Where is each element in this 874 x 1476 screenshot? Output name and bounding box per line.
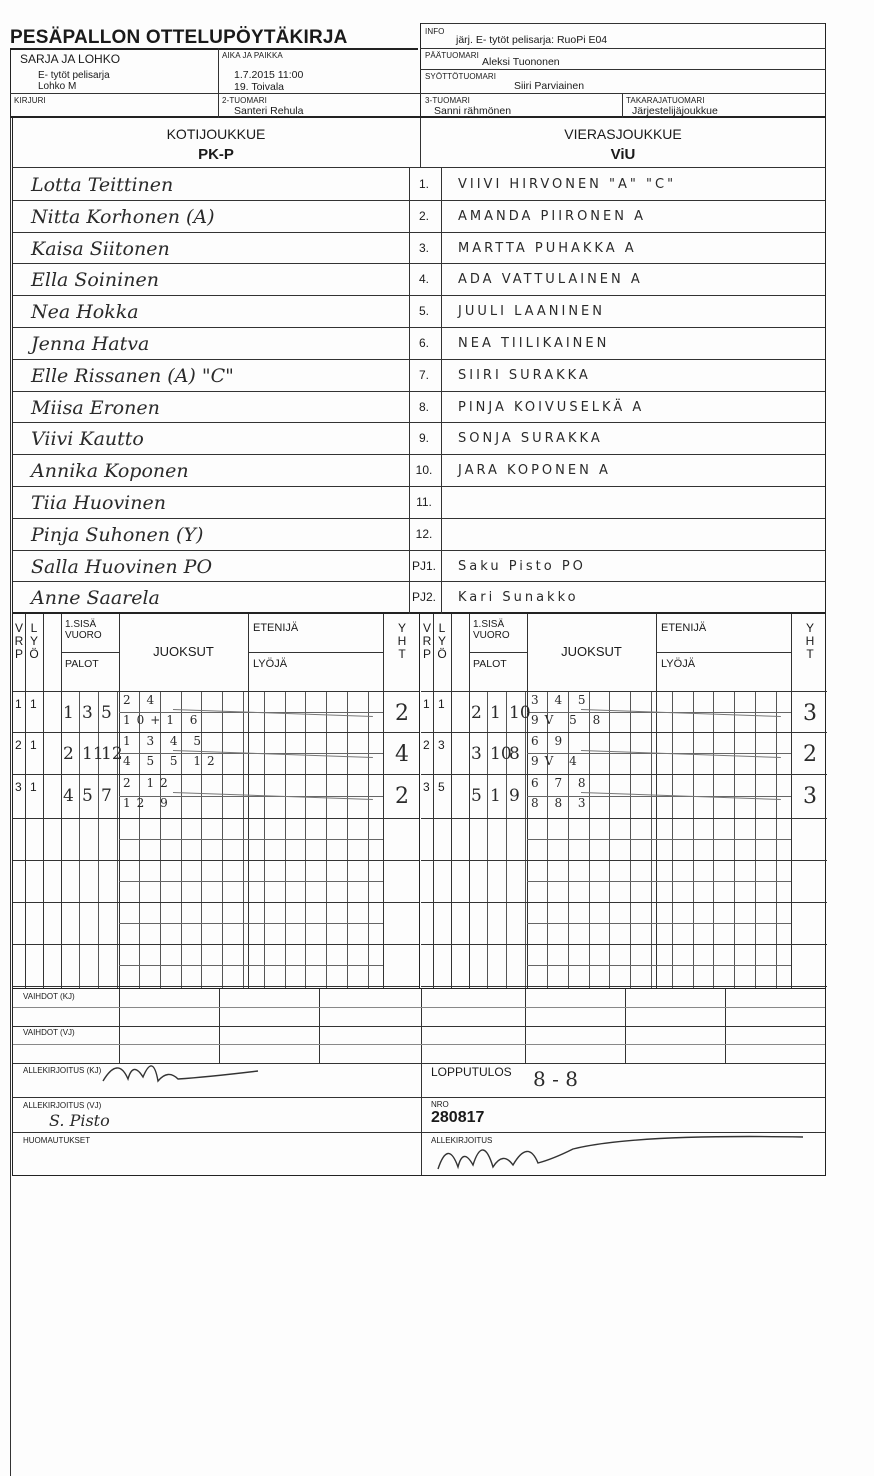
away-run-stroke <box>581 709 781 717</box>
roster-table <box>12 168 826 614</box>
away-run-marks: 9V 4 <box>531 754 583 768</box>
huomautukset-label: HUOMAUTUKSET <box>23 1136 91 1145</box>
home-col-line <box>61 614 62 988</box>
away-lyo-header: L Y Ö <box>437 621 447 661</box>
home-col-line <box>119 614 120 988</box>
info-value: järj. E- tytöt pelisarja: RuoPi E04 <box>456 34 608 46</box>
roster-divider <box>441 168 442 614</box>
home-inning-total: 2 <box>395 784 409 809</box>
home-inning-total: 4 <box>395 742 409 767</box>
away-inning-lyo: 1 <box>438 697 445 711</box>
allekirjoitus-label: ALLEKIRJOITUS <box>431 1136 493 1145</box>
home-etenija-header: ETENIJÄ <box>253 622 299 634</box>
home-player-name: Ella Soininen <box>31 269 159 292</box>
nro-value: 280817 <box>431 1109 485 1126</box>
roster-number: 7. <box>418 367 429 382</box>
home-player-name: Lotta Teittinen <box>31 174 174 196</box>
roster-number: 11. <box>416 495 432 509</box>
home-row-line <box>13 902 419 903</box>
nro-label: NRO <box>431 1100 449 1109</box>
away-run-marks: 6 9 <box>531 734 569 748</box>
away-sisa-header: 1.SISÄ VUORO <box>473 619 510 641</box>
home-team-label: KOTIJOUKKUE <box>166 126 266 142</box>
home-team-name: PK-P <box>198 146 234 163</box>
away-player-name: SONJA SURAKKA <box>458 431 603 447</box>
vaihdot-row-line <box>13 1007 825 1008</box>
footer-row-line <box>13 1026 825 1027</box>
away-player-name: ADA VATTULAINEN A <box>458 272 643 288</box>
away-player-name: Kari Sunakko <box>458 590 579 606</box>
vaihdot-kj-label: VAIHDOT (KJ) <box>23 992 75 1001</box>
roster-row-line <box>13 263 825 264</box>
takaraja-value: Järjestelijäjoukkue <box>632 105 718 117</box>
home-inning-lyo: 1 <box>30 738 37 752</box>
away-col-line <box>527 614 528 988</box>
away-palot-value: 1 <box>490 786 501 806</box>
aika-value-1: 1.7.2015 11:00 <box>234 69 304 81</box>
away-palot-header: PALOT <box>473 658 507 670</box>
away-palot-value: 10 <box>490 744 512 764</box>
tuomari2-label: 2-TUOMARI <box>222 96 267 105</box>
away-inning-lyo: 5 <box>438 780 445 794</box>
signature-vj: S. Pisto <box>49 1111 110 1130</box>
away-palot-value: 1 <box>490 703 501 723</box>
away-row-line <box>421 986 827 987</box>
away-header-split <box>469 652 527 653</box>
home-inning-total: 2 <box>395 701 409 726</box>
away-team-label: VIERASJOUKKUE <box>564 126 682 142</box>
home-palot-value: 5 <box>82 786 93 806</box>
away-row-line <box>421 691 827 692</box>
home-vrp-header: V R P <box>14 621 24 661</box>
tuomari3-value: Sanni rähmönen <box>434 105 512 117</box>
home-palot-value: 5 <box>101 703 112 723</box>
away-header-split <box>656 652 791 653</box>
home-player-name: Nitta Korhonen (A) <box>31 205 215 228</box>
tuomari2-value: Santeri Rehula <box>234 105 304 117</box>
away-half-line <box>527 839 791 840</box>
away-row-line <box>421 774 827 775</box>
signature-kj-icon <box>98 1051 268 1091</box>
home-player-name: Miisa Eronen <box>31 396 160 419</box>
away-team-name: ViU <box>610 146 636 163</box>
home-palot-value: 1 <box>63 703 74 723</box>
roster-row-line <box>13 486 825 487</box>
roster-row-line <box>13 359 825 360</box>
takaraja-label: TAKARAJATUOMARI <box>626 96 705 105</box>
away-row-line <box>421 944 827 945</box>
footer-block <box>12 988 826 1176</box>
away-lyoja-header: LYÖJÄ <box>661 658 696 670</box>
sarja-label: SARJA JA LOHKO <box>20 52 121 66</box>
away-palot-value: 5 <box>471 786 482 806</box>
home-palot-value: 4 <box>63 786 74 806</box>
home-col-line <box>248 614 249 988</box>
vaihdot-cell-line <box>525 989 526 1063</box>
home-header-split <box>248 652 383 653</box>
roster-number: PJ2. <box>411 590 436 605</box>
home-run-marks: 12 9 <box>123 796 174 810</box>
home-row-line <box>13 691 419 692</box>
roster-row-line <box>13 295 825 296</box>
home-col-line <box>25 614 26 988</box>
home-palot-header: PALOT <box>65 658 99 670</box>
home-player-name: Viivi Kautto <box>31 428 144 451</box>
home-half-line <box>119 965 383 966</box>
roster-number: 1. <box>418 177 429 191</box>
home-header-split <box>61 652 119 653</box>
info-label: INFO <box>425 27 445 36</box>
roster-number: 3. <box>418 240 429 255</box>
away-palot-value: 9 <box>509 786 520 806</box>
away-yht-header: Y H T <box>805 621 815 661</box>
home-run-marks: 4 5 5 12 <box>123 754 221 768</box>
away-inning-vrp: 3 <box>423 780 430 794</box>
away-palot-value: 2 <box>471 703 482 723</box>
home-player-name: Jenna Hatva <box>31 333 150 355</box>
away-col-line <box>791 614 792 988</box>
footer-divider <box>421 1063 422 1175</box>
tuomari3-label: 3-TUOMARI <box>425 96 470 105</box>
away-player-name: PINJA KOIVUSELKÄ A <box>458 399 645 415</box>
home-half-line <box>119 923 383 924</box>
away-inning-vrp: 1 <box>423 697 430 711</box>
away-inning-lyo: 3 <box>438 738 445 752</box>
home-col-line <box>383 614 384 988</box>
roster-row-line <box>13 581 825 582</box>
away-palot-value: 10 <box>509 703 531 723</box>
roster-number: 6. <box>418 336 429 350</box>
home-player-name: Annika Koponen <box>31 460 189 483</box>
home-player-name: Salla Huovinen PO <box>31 555 213 578</box>
roster-row-line <box>13 327 825 328</box>
away-run-marks: 9V 5 8 <box>531 713 607 727</box>
header-top-right <box>420 23 826 24</box>
away-row-line <box>421 902 827 903</box>
away-run-marks: 6 7 8 <box>531 776 592 790</box>
roster-row-line <box>13 200 825 201</box>
away-half-line <box>527 965 791 966</box>
away-player-name: NEA TIILIKAINEN <box>458 336 610 351</box>
roster-number: 10. <box>415 463 433 478</box>
home-player-name: Pinja Suhonen (Y) <box>31 523 204 546</box>
away-col-line <box>469 614 470 988</box>
home-palot-value: 11 <box>82 744 104 764</box>
home-player-name: Elle Rissanen (A) "C" <box>31 364 234 387</box>
home-player-name: Kaisa Siitonen <box>31 237 170 260</box>
grid-center-divider <box>419 614 420 988</box>
syottotuomari-label: SYÖTTÖTUOMARI <box>425 72 497 81</box>
home-run-marks: 2 12 <box>123 776 174 790</box>
home-run-marks: 1 3 4 5 <box>123 734 207 748</box>
home-run-marks: 2 4 <box>123 693 161 707</box>
allekirjoitus-kj-label: ALLEKIRJOITUS (KJ) <box>23 1066 102 1075</box>
away-player-name: Saku Pisto PO <box>458 558 586 574</box>
away-row-line <box>421 818 827 819</box>
home-palot-value: 2 <box>63 744 74 764</box>
away-inning-total: 2 <box>803 742 817 767</box>
home-row-line <box>13 818 419 819</box>
innings-grid <box>12 614 826 988</box>
home-col-line <box>43 614 44 988</box>
away-player-name: JUULI LAANINEN <box>458 304 605 320</box>
home-palot-value: 7 <box>101 786 112 806</box>
away-etenija-header: ETENIJÄ <box>661 622 707 634</box>
roster-number: 8. <box>418 399 429 414</box>
paatuomari-label: PÄÄTUOMARI <box>425 51 479 60</box>
away-run-marks: 3 4 5 <box>531 693 592 707</box>
vaihdot-row-line <box>13 1044 825 1045</box>
roster-number: 12. <box>415 526 433 541</box>
home-inning-vrp: 3 <box>15 780 22 794</box>
away-col-line <box>656 614 657 988</box>
paatuomari-value: Aleksi Tuononen <box>482 56 560 68</box>
sarja-value-2: Lohko M <box>38 81 77 92</box>
home-sisa-header: 1.SISÄ VUORO <box>65 619 102 641</box>
home-yht-header: Y H T <box>397 621 407 661</box>
away-player-name: VIIVI HIRVONEN "A" "C" <box>458 177 677 192</box>
home-palot-value: 3 <box>82 703 93 723</box>
syottotuomari-value: Siiri Parviainen <box>514 80 585 92</box>
roster-row-line <box>13 391 825 392</box>
home-run-marks: 10+1 6 <box>123 713 204 727</box>
vaihdot-cell-line <box>319 989 320 1063</box>
away-player-name: AMANDA PIIRONEN A <box>458 208 646 224</box>
away-palot-value: 3 <box>471 744 482 764</box>
home-row-line <box>13 732 419 733</box>
away-palot-value: 8 <box>509 744 520 764</box>
aika-label: AIKA JA PAIKKA <box>222 51 283 60</box>
away-inning-total: 3 <box>803 784 817 809</box>
home-half-line <box>119 839 383 840</box>
away-vrp-header: V R P <box>422 621 432 661</box>
kirjuri-label: KIRJURI <box>14 96 46 105</box>
home-inning-lyo: 1 <box>30 780 37 794</box>
home-lyo-header: L Y Ö <box>29 621 39 661</box>
footer-row-line <box>13 1097 825 1098</box>
vaihdot-vj-label: VAIHDOT (VJ) <box>23 1028 75 1037</box>
home-player-name: Tiia Huovinen <box>31 492 166 514</box>
roster-number: 4. <box>418 272 429 287</box>
signature-main-icon <box>433 1129 813 1174</box>
home-lyoja-header: LYÖJÄ <box>253 658 288 670</box>
home-row-line <box>13 944 419 945</box>
lopputulos-label: LOPPUTULOS <box>431 1065 512 1079</box>
allekirjoitus-vj-label: ALLEKIRJOITUS (VJ) <box>23 1101 102 1110</box>
home-row-line <box>13 986 419 987</box>
away-row-line <box>421 732 827 733</box>
home-inning-vrp: 1 <box>15 697 22 711</box>
away-col-line <box>433 614 434 988</box>
vaihdot-cell-line <box>625 989 626 1063</box>
home-row-line <box>13 774 419 775</box>
roster-row-line <box>13 518 825 519</box>
home-inning-lyo: 1 <box>30 697 37 711</box>
home-row-line <box>13 860 419 861</box>
vaihdot-cell-line <box>421 989 422 1063</box>
away-row-line <box>421 860 827 861</box>
roster-row-line <box>13 422 825 423</box>
away-half-line <box>527 881 791 882</box>
home-player-name: Anne Saarela <box>31 587 160 610</box>
roster-divider <box>409 168 410 614</box>
away-half-line <box>527 923 791 924</box>
roster-number: 5. <box>418 304 429 319</box>
roster-number: 2. <box>418 208 429 223</box>
away-inning-total: 3 <box>803 701 817 726</box>
vaihdot-cell-line <box>725 989 726 1063</box>
away-juoksut-header: JUOKSUT <box>561 644 622 659</box>
document-title: PESÄPALLON OTTELUPÖYTÄKIRJA <box>10 27 348 48</box>
aika-value-2: 19. Toivala <box>234 81 285 93</box>
away-player-name: JARA KOPONEN A <box>458 463 611 479</box>
away-player-name: MARTTA PUHAKKA A <box>458 240 637 256</box>
roster-row-line <box>13 550 825 551</box>
roster-number: 9. <box>418 431 429 446</box>
away-player-name: SIIRI SURAKKA <box>458 367 591 383</box>
away-inning-vrp: 2 <box>423 738 430 752</box>
home-palot-value: 12 <box>101 744 123 764</box>
home-juoksut-header: JUOKSUT <box>153 644 214 659</box>
roster-row-line <box>13 232 825 233</box>
roster-number: PJ1. <box>411 558 436 573</box>
home-player-name: Nea Hokka <box>31 301 139 324</box>
away-col-line <box>451 614 452 988</box>
sarja-value-1: E- tytöt pelisarja <box>38 70 110 81</box>
roster-row-line <box>13 454 825 455</box>
lopputulos-value: 8 - 8 <box>533 1067 578 1091</box>
home-half-line <box>119 881 383 882</box>
home-inning-vrp: 2 <box>15 738 22 752</box>
away-run-marks: 8 8 3 <box>531 796 592 810</box>
